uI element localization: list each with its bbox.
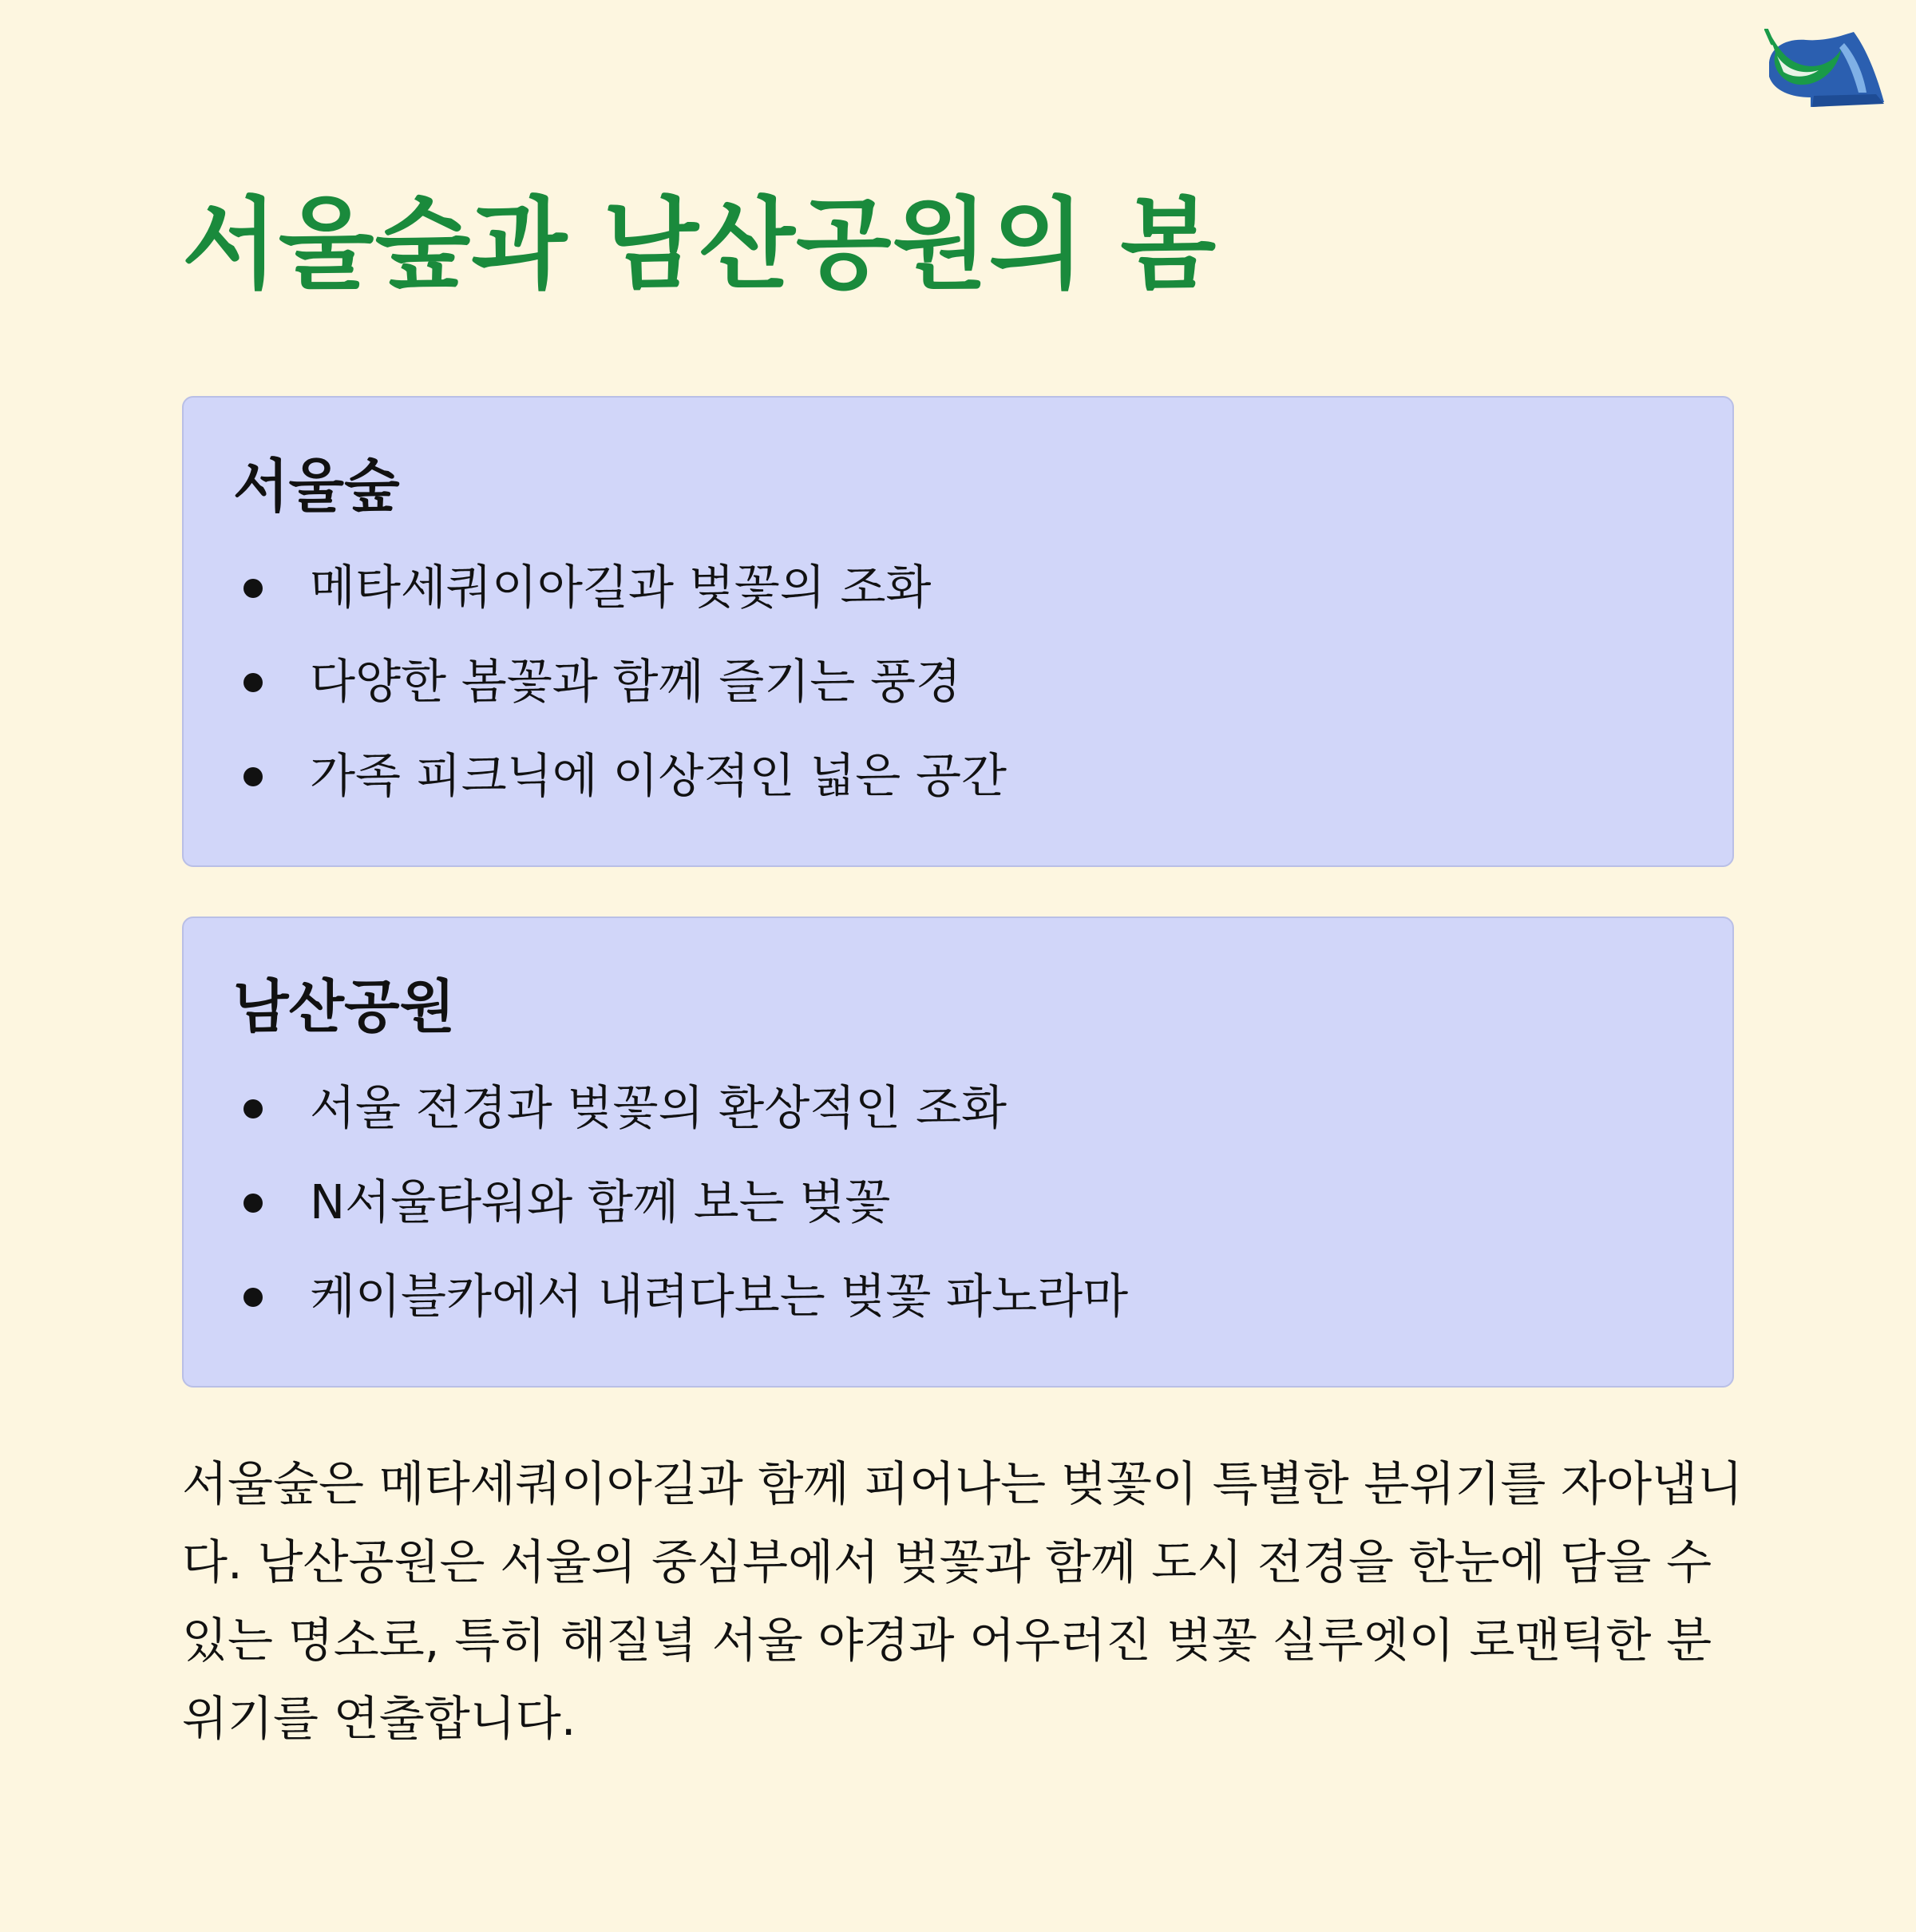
list-item-text: 가족 피크닉에 이상적인 넓은 공간 <box>310 748 1007 803</box>
list-item-text: 케이블카에서 내려다보는 벚꽃 파노라마 <box>310 1269 1129 1324</box>
list-item-text: 다양한 봄꽃과 함께 즐기는 풍경 <box>310 654 961 709</box>
list-item-text: N서울타워와 함께 보는 벚꽃 <box>310 1174 891 1229</box>
list-item-text: 서울 전경과 벚꽃의 환상적인 조화 <box>310 1080 1007 1135</box>
wave-leaf-logo-icon <box>1764 29 1886 112</box>
bullet-icon <box>243 1194 263 1213</box>
bullet-icon <box>243 579 263 598</box>
card-namsan-park <box>182 917 1734 1388</box>
card-seoul-forest <box>182 396 1734 867</box>
list-item-text: 메타세쿼이아길과 벚꽃의 조화 <box>310 560 932 615</box>
bullet-icon <box>243 673 263 692</box>
card-title: 서울숲 <box>233 453 400 520</box>
card-title: 남산공원 <box>233 973 456 1040</box>
bullet-icon <box>243 767 263 786</box>
bullet-icon <box>243 1099 263 1118</box>
page-title: 서울숲과 남산공원의 봄 <box>182 188 1217 303</box>
summary-paragraph: 서울숲은 메타세쿼이아길과 함께 피어나는 벚꽃이 특별한 분위기를 자아냅니다. 남산공원은 서울의 중심부에서 벚꽃과 함께 도시 전경을 한눈에 담을 수 있는 명소로, 특히 해질녘 서울 야경과 어우러진 벚꽃 실루엣이 로맨틱한 분위기를 연출합니다. <box>182 1456 1744 1746</box>
bullet-icon <box>243 1288 263 1307</box>
